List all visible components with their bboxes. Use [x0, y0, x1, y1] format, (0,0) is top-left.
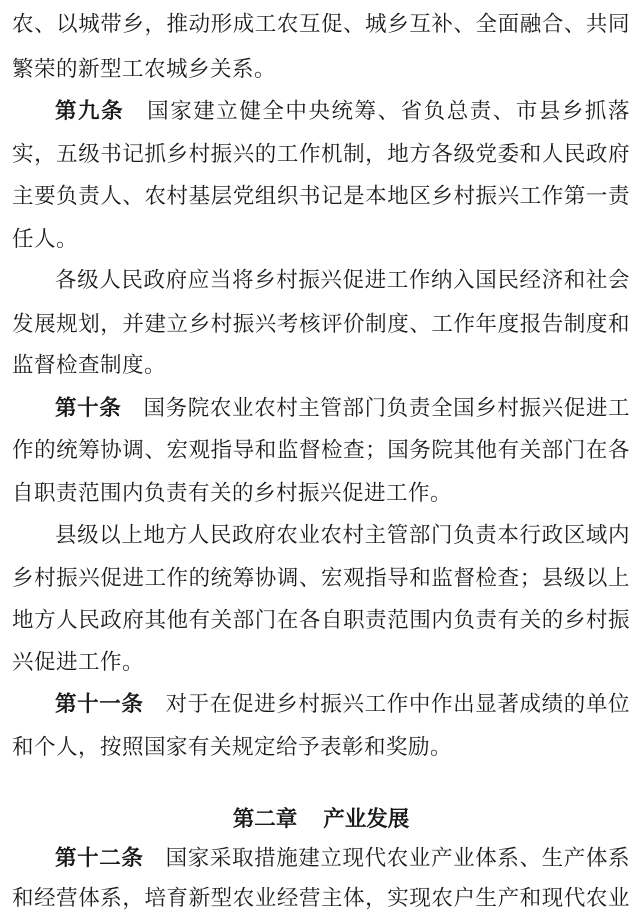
intro-line-1: 农、以城带乡，推动形成工农互促、城乡互补、全面融合、共同 — [12, 12, 630, 37]
article-10-line-2: 作的统筹协调、宏观指导和监督检查；国务院其他有关部门在各 — [12, 438, 630, 463]
article-10-para2-line-2: 乡村振兴促进工作的统筹协调、宏观指导和监督检查；县级以上 — [12, 566, 630, 591]
article-10-text-1: 国务院农业农村主管部门负责全国乡村振兴促进工 — [143, 396, 630, 421]
chapter-title: 产业发展 — [323, 807, 410, 832]
article-9-line-1 — [12, 95, 630, 129]
article-9-line-2: 实，五级书记抓乡村振兴的工作机制，地方各级党委和人民政府 — [12, 142, 630, 167]
article-12-text-1: 国家采取措施建立现代农业产业体系、生产体系 — [165, 846, 630, 871]
article-9-label: 第九条 — [55, 99, 125, 124]
article-9-line-4: 任人。 — [12, 227, 79, 252]
article-9-para2-line-1: 各级人民政府应当将乡村振兴促进工作纳入国民经济和社会 — [55, 268, 630, 293]
chapter-heading — [12, 803, 630, 837]
article-9-line-3: 主要负责人、农村基层党组织书记是本地区乡村振兴工作第一责 — [12, 184, 630, 209]
article-12-line-1 — [12, 842, 630, 876]
article-9-para2-line-2: 发展规划，并建立乡村振兴考核评价制度、工作年度报告制度和 — [12, 312, 630, 337]
article-11-label: 第十一条 — [55, 692, 144, 717]
article-10-para2-line-1: 县级以上地方人民政府农业农村主管部门负责本行政区域内 — [55, 523, 630, 548]
article-10-line-1 — [12, 392, 630, 426]
article-10-label: 第十条 — [55, 396, 122, 421]
article-9-text-1: 国家建立健全中央统筹、省负总责、市县乡抓落 — [146, 99, 630, 124]
chapter-number: 第二章 — [232, 807, 298, 832]
article-10-para2-line-4: 兴促进工作。 — [12, 650, 145, 675]
intro-line-2: 繁荣的新型工农城乡关系。 — [12, 57, 277, 82]
article-11-line-2: 和个人，按照国家有关规定给予表彰和奖励。 — [12, 735, 453, 760]
article-12-label: 第十二条 — [55, 846, 144, 871]
article-12-line-2: 和经营体系，培育新型农业经营主体，实现农户生产和现代农业 — [12, 886, 630, 911]
article-9-para2-line-3: 监督检查制度。 — [12, 353, 167, 378]
article-10-para2-line-3: 地方人民政府其他有关部门在各自职责范围内负责有关的乡村振 — [12, 608, 630, 633]
article-11-line-1 — [12, 688, 630, 722]
article-10-line-3: 自职责范围内负责有关的乡村振兴促进工作。 — [12, 481, 453, 506]
article-11-text-1: 对于在促进乡村振兴工作中作出显著成绩的单位 — [165, 692, 630, 717]
